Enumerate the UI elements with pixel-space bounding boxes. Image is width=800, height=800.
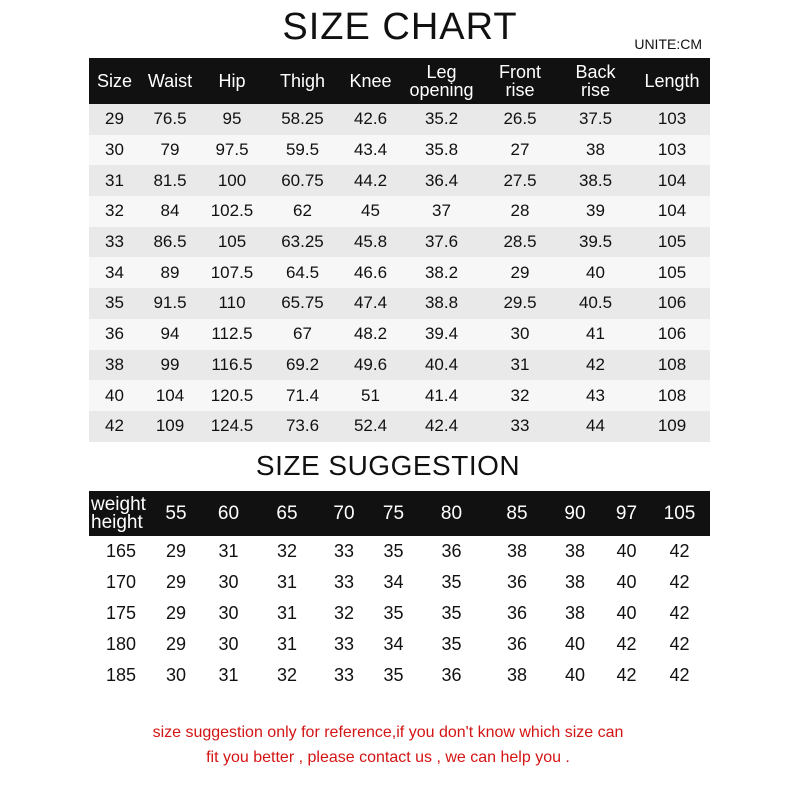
table-cell: 40.5: [557, 288, 634, 319]
size-cell: 42: [649, 536, 710, 567]
table-cell: 46.6: [341, 257, 400, 288]
table-cell: 35.8: [400, 135, 483, 166]
size-cell: 29: [153, 536, 199, 567]
table-cell: 106: [634, 288, 710, 319]
table-cell: 42: [557, 350, 634, 381]
table-cell: 104: [634, 165, 710, 196]
table-cell: 28: [483, 196, 557, 227]
table-cell: 33: [89, 227, 140, 258]
table-cell: 102.5: [200, 196, 264, 227]
table-cell: 110: [200, 288, 264, 319]
height-cell: 175: [89, 598, 153, 629]
size-cell: 35: [415, 629, 488, 660]
size-cell: 40: [604, 536, 649, 567]
table-cell: 33: [483, 411, 557, 442]
column-header: [483, 58, 557, 104]
table-cell: 39.4: [400, 319, 483, 350]
page-title: SIZE CHART: [282, 6, 518, 48]
column-header-label: rise: [580, 80, 610, 100]
table-cell: 62: [264, 196, 341, 227]
table-cell: 43: [557, 380, 634, 411]
table-row: [89, 536, 710, 567]
size-cell: 31: [199, 660, 258, 691]
table-cell: 79: [140, 135, 200, 166]
column-header: [200, 58, 264, 104]
table-cell: 104: [634, 196, 710, 227]
size-suggestion-body: [89, 536, 710, 691]
table-cell: 42.4: [400, 411, 483, 442]
table-cell: 103: [634, 104, 710, 135]
size-cell: 42: [649, 629, 710, 660]
table-cell: 32: [89, 196, 140, 227]
column-header-label: Front: [498, 62, 541, 82]
table-cell: 95: [200, 104, 264, 135]
table-cell: 60.75: [264, 165, 341, 196]
table-cell: 38: [89, 350, 140, 381]
table-cell: 65.75: [264, 288, 341, 319]
table-cell: 29: [483, 257, 557, 288]
column-header: [634, 58, 710, 104]
table-cell: 39.5: [557, 227, 634, 258]
table-cell: 105: [634, 257, 710, 288]
table-cell: 59.5: [264, 135, 341, 166]
table-cell: 71.4: [264, 380, 341, 411]
table-cell: 108: [634, 380, 710, 411]
reference-note-line-1: size suggestion only for reference,if you don't know which size can: [152, 724, 624, 741]
size-cell: 31: [199, 536, 258, 567]
weight-header: 70: [316, 491, 372, 536]
table-cell: 30: [89, 135, 140, 166]
height-cell: 165: [89, 536, 153, 567]
table-cell: 108: [634, 350, 710, 381]
table-row: [89, 350, 710, 381]
table-cell: 38.5: [557, 165, 634, 196]
size-cell: 29: [153, 629, 199, 660]
size-cell: 32: [316, 598, 372, 629]
table-cell: 107.5: [200, 257, 264, 288]
weight-header: 55: [153, 491, 199, 536]
column-header-label: Leg: [426, 62, 457, 82]
size-cell: 35: [415, 567, 488, 598]
table-row: [89, 380, 710, 411]
size-cell: 42: [649, 567, 710, 598]
table-row: [89, 104, 710, 135]
column-header-label: Knee: [349, 71, 392, 91]
size-cell: 31: [258, 598, 316, 629]
table-row: [89, 288, 710, 319]
table-cell: 45: [341, 196, 400, 227]
column-header: [400, 58, 483, 104]
column-header: [341, 58, 400, 104]
table-cell: 116.5: [200, 350, 264, 381]
table-cell: 38.8: [400, 288, 483, 319]
size-cell: 34: [372, 629, 415, 660]
size-cell: 40: [604, 567, 649, 598]
table-cell: 38: [557, 135, 634, 166]
weight-header: 105: [649, 491, 710, 536]
height-cell: 185: [89, 660, 153, 691]
table-cell: 44: [557, 411, 634, 442]
table-cell: 86.5: [140, 227, 200, 258]
table-cell: 40: [557, 257, 634, 288]
size-cell: 31: [258, 567, 316, 598]
column-header: [89, 58, 140, 104]
table-cell: 36.4: [400, 165, 483, 196]
table-cell: 109: [634, 411, 710, 442]
table-row: [89, 227, 710, 258]
table-cell: 69.2: [264, 350, 341, 381]
table-cell: 29: [89, 104, 140, 135]
table-cell: 105: [634, 227, 710, 258]
size-cell: 42: [604, 629, 649, 660]
table-cell: 42.6: [341, 104, 400, 135]
weight-header: 85: [488, 491, 546, 536]
table-cell: 35: [89, 288, 140, 319]
table-cell: 43.4: [341, 135, 400, 166]
table-row: [89, 135, 710, 166]
size-cell: 42: [604, 660, 649, 691]
size-cell: 30: [199, 629, 258, 660]
table-cell: 100: [200, 165, 264, 196]
size-cell: 30: [153, 660, 199, 691]
size-cell: 29: [153, 598, 199, 629]
weight-height-corner: [89, 491, 153, 536]
size-cell: 42: [649, 598, 710, 629]
table-cell: 58.25: [264, 104, 341, 135]
table-cell: 91.5: [140, 288, 200, 319]
table-cell: 89: [140, 257, 200, 288]
column-header-label: Hip: [218, 71, 246, 91]
column-header-label: Back: [575, 62, 616, 82]
table-cell: 51: [341, 380, 400, 411]
size-cell: 38: [488, 536, 546, 567]
table-row: [89, 660, 710, 691]
table-cell: 112.5: [200, 319, 264, 350]
size-cell: 33: [316, 567, 372, 598]
table-cell: 32: [483, 380, 557, 411]
size-cell: 29: [153, 567, 199, 598]
size-suggestion-table: [89, 491, 710, 691]
table-cell: 103: [634, 135, 710, 166]
size-cell: 32: [258, 536, 316, 567]
corner-height-label: height: [91, 511, 143, 533]
table-cell: 84: [140, 196, 200, 227]
table-cell: 48.2: [341, 319, 400, 350]
table-row: [89, 165, 710, 196]
table-cell: 73.6: [264, 411, 341, 442]
table-cell: 31: [89, 165, 140, 196]
column-header-label: Size: [96, 71, 132, 91]
table-row: [89, 411, 710, 442]
reference-note-line-2: fit you better , please contact us , we can help you .: [206, 749, 570, 766]
column-header-label: rise: [505, 80, 535, 100]
weight-header: 75: [372, 491, 415, 536]
table-row: [89, 598, 710, 629]
table-cell: 76.5: [140, 104, 200, 135]
size-cell: 33: [316, 536, 372, 567]
table-row: [89, 567, 710, 598]
table-row: [89, 629, 710, 660]
weight-header: 65: [258, 491, 316, 536]
table-cell: 38.2: [400, 257, 483, 288]
size-cell: 33: [316, 660, 372, 691]
table-row: [89, 257, 710, 288]
size-cell: 38: [546, 567, 604, 598]
size-cell: 36: [488, 567, 546, 598]
table-cell: 120.5: [200, 380, 264, 411]
size-cell: 30: [199, 567, 258, 598]
table-cell: 40: [89, 380, 140, 411]
size-cell: 35: [415, 598, 488, 629]
table-cell: 41: [557, 319, 634, 350]
height-cell: 170: [89, 567, 153, 598]
column-header: [140, 58, 200, 104]
table-cell: 28.5: [483, 227, 557, 258]
table-cell: 94: [140, 319, 200, 350]
table-cell: 27.5: [483, 165, 557, 196]
unit-label: UNITE:CM: [634, 36, 702, 52]
column-header-label: Waist: [147, 71, 193, 91]
table-cell: 67: [264, 319, 341, 350]
size-cell: 36: [488, 629, 546, 660]
column-header-label: Thigh: [279, 71, 326, 91]
size-cell: 42: [649, 660, 710, 691]
weight-header: 90: [546, 491, 604, 536]
table-cell: 39: [557, 196, 634, 227]
table-cell: 81.5: [140, 165, 200, 196]
table-cell: 29.5: [483, 288, 557, 319]
size-suggestion-header: [89, 491, 710, 536]
column-header-label: Length: [644, 71, 700, 91]
size-chart-body: [89, 104, 710, 442]
table-cell: 27: [483, 135, 557, 166]
table-cell: 37.6: [400, 227, 483, 258]
column-header: [557, 58, 634, 104]
size-cell: 35: [372, 660, 415, 691]
size-cell: 35: [372, 598, 415, 629]
table-cell: 105: [200, 227, 264, 258]
table-cell: 45.8: [341, 227, 400, 258]
size-cell: 31: [258, 629, 316, 660]
table-cell: 47.4: [341, 288, 400, 319]
table-cell: 44.2: [341, 165, 400, 196]
corner-weight-label: weight: [91, 493, 146, 515]
table-cell: 37: [400, 196, 483, 227]
weight-header: 60: [199, 491, 258, 536]
table-cell: 36: [89, 319, 140, 350]
size-cell: 38: [488, 660, 546, 691]
column-header: [264, 58, 341, 104]
size-chart-header: [89, 58, 710, 104]
table-cell: 124.5: [200, 411, 264, 442]
table-cell: 35.2: [400, 104, 483, 135]
table-cell: 64.5: [264, 257, 341, 288]
weight-header: 97: [604, 491, 649, 536]
size-cell: 40: [604, 598, 649, 629]
table-cell: 52.4: [341, 411, 400, 442]
weight-header: 80: [415, 491, 488, 536]
size-cell: 38: [546, 598, 604, 629]
size-suggestion-title: SIZE SUGGESTION: [255, 450, 521, 481]
table-cell: 42: [89, 411, 140, 442]
table-cell: 49.6: [341, 350, 400, 381]
table-cell: 99: [140, 350, 200, 381]
size-cell: 36: [488, 598, 546, 629]
size-cell: 30: [199, 598, 258, 629]
table-cell: 34: [89, 257, 140, 288]
table-cell: 41.4: [400, 380, 483, 411]
size-cell: 40: [546, 629, 604, 660]
size-cell: 35: [372, 536, 415, 567]
size-chart-table: [89, 58, 710, 442]
size-cell: 32: [258, 660, 316, 691]
height-cell: 180: [89, 629, 153, 660]
size-cell: 33: [316, 629, 372, 660]
table-cell: 37.5: [557, 104, 634, 135]
size-cell: 34: [372, 567, 415, 598]
size-cell: 38: [546, 536, 604, 567]
size-cell: 36: [415, 536, 488, 567]
table-row: [89, 319, 710, 350]
table-cell: 97.5: [200, 135, 264, 166]
table-row: [89, 196, 710, 227]
table-cell: 63.25: [264, 227, 341, 258]
table-cell: 104: [140, 380, 200, 411]
table-cell: 26.5: [483, 104, 557, 135]
table-cell: 109: [140, 411, 200, 442]
table-cell: 31: [483, 350, 557, 381]
size-cell: 40: [546, 660, 604, 691]
table-cell: 106: [634, 319, 710, 350]
size-cell: 36: [415, 660, 488, 691]
table-cell: 40.4: [400, 350, 483, 381]
table-cell: 30: [483, 319, 557, 350]
column-header-label: opening: [409, 80, 474, 100]
